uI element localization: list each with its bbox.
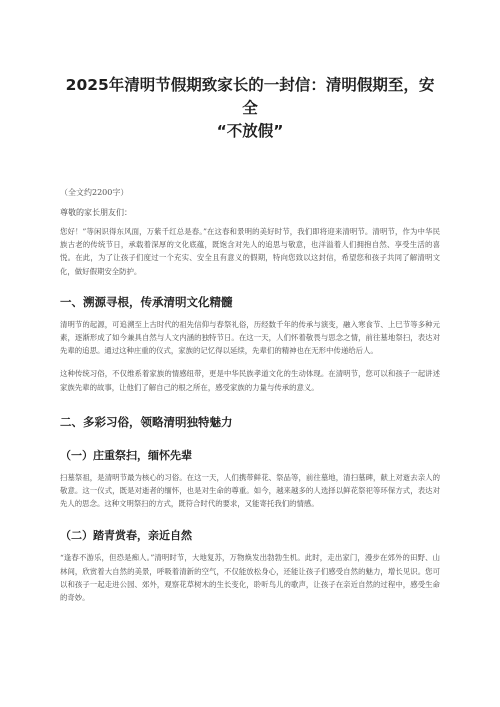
section-1-heading: 一、溯源寻根，传承清明文化精髓 (60, 294, 233, 309)
subsection-2-1-paragraph: 扫墓祭祖，是清明节最为核心的习俗。在这一天，人们携带鲜花、祭品等，前往墓地，清扫墓碑，献上对逝去亲人的敬意。这一仪式，既是对逝者的缅怀，也是对生命的尊重。如今，越来越多的人选择以鲜花祭祀等环保方式，表达对先人的思念。这种文明祭扫的方式，既符合时代的要求，又能寄托我们的情感。 (60, 472, 440, 509)
title-line-2: “不放假” (216, 122, 284, 140)
subsection-2-1-heading: （一）庄重祭扫，缅怀先辈 (60, 448, 192, 462)
subsection-2-2-heading: （二）踏青赏春，亲近自然 (60, 529, 192, 543)
section-2-heading: 二、多彩习俗，领略清明独特魅力 (60, 414, 233, 429)
document-title (60, 74, 440, 143)
word-count: （全文约2200字） (60, 188, 129, 197)
subsection-2-2-paragraph: “逢春不游乐，但恐是痴人。”清明时节，大地复苏，万物焕发出勃勃生机。此时，走出家门，漫步在郊外的田野、山林间，欣赏着大自然的美景，呼吸着清新的空气，不仅能放松身心，还能让孩子们感受自然的魅力，增长见识。您可以和孩子一起走进公园、郊外，观察花草树木的生长变化，聆听鸟儿的歌声，让孩子在亲近自然的过程中，感受生命的奇妙。 (60, 553, 440, 603)
section-1-paragraph-2: 这种传统习俗，不仅维系着家族的情感纽带，更是中华民族孝道文化的生动体现。在清明节，您可以和孩子一起讲述家族先辈的故事，让他们了解自己的根之所在，感受家族的力量与传承的意义。 (60, 369, 440, 392)
intro-paragraph: 您好！”等闲识得东风面，万紫千红总是春。”在这春和景明的美好时节，我们即将迎来清明节。清明节，作为中华民族古老的传统节日，承载着深厚的文化底蕴，既饱含对先人的追思与敬意，也洋溢着人们拥抱自然、享受生活的喜悦。在此，为了让孩子们度过一个充实、安全且有意义的假期，特向您致以这封信，希望您和孩子共同了解清明文化，做好假期安全防护。 (60, 227, 440, 276)
title-line-1: 2025年清明节假期致家长的一封信：清明假期至，安全 (65, 76, 435, 117)
section-1-paragraph-1: 清明节的起源，可追溯至上古时代的祖先信仰与春祭礼俗，历经数千年的传承与演变，融入寒食节、上巳节等多种元素，逐渐形成了如今兼具自然与人文内涵的独特节日。在这一天，人们怀着敬畏与思念之情，前往墓地祭扫，表达对先辈的追思。通过这种庄重的仪式，家族的记忆得以延续，先辈们的精神也在无形中传递给后人。 (60, 319, 440, 356)
greeting: 尊敬的家长朋友们： (60, 208, 132, 217)
